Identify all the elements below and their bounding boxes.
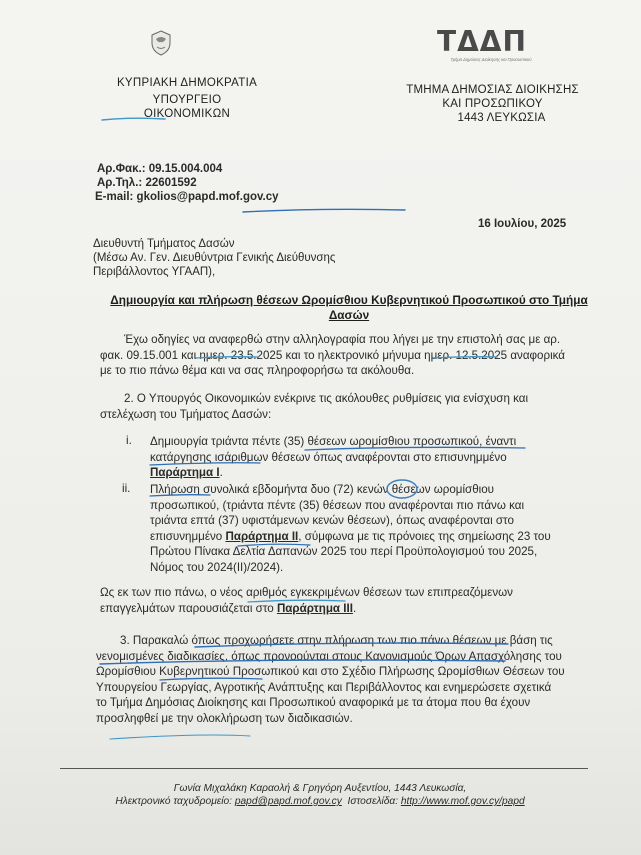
para-text: επαγγελμάτων παρουσιάζεται στο (100, 601, 277, 615)
paragraph-2 (100, 391, 594, 422)
para-line: με το πιο πάνω θέμα και να σας πληροφορήσω τα ακόλουθα. (100, 364, 415, 377)
para-line: φακ. 09.15.001 και ημερ. 23.5.2025 και το ηλεκτρονικό μήνυμα ημερ. 12.5.2025 αναφορικά (100, 348, 566, 362)
para-line: στελέχωση του Τμήματος Δασών: (100, 407, 272, 421)
paragraph-3 (100, 585, 594, 616)
pen-underline (243, 209, 405, 212)
department-logo (437, 24, 527, 60)
item-number: i. (126, 434, 132, 447)
para-line: νενομισμένες διαδικασίες, όπως προνοούνται στους Κανονισμούς Όρων Απασχόλησης του (96, 649, 562, 663)
recipient-block (93, 237, 335, 279)
footer-web-label: Ιστοσελίδα: (347, 796, 401, 807)
para-line: το Τμήμα Δημόσιας Διοίκησης και Προσωπικού αναφορικά με τα άτομα που θα έχουν (96, 696, 531, 709)
item-number: ii. (122, 482, 131, 495)
logo-mark: ΤΔΔΠ (437, 25, 527, 58)
item-line: προσωπικού, (τριάντα πέντε (35) θέσεων που αναφέρονται πιο πάνω και (150, 498, 525, 512)
item-line: Πρώτου Πίνακα Δελτία Δαπανών 2025 του περί Προϋπολογισμού του 2025, (150, 545, 538, 558)
para-line: Ωρομίσθιου Κυβερνητικού Προσωπικού και στο Σχέδιο Πλήρωσης Ωρομίσθιων Θέσεων του (96, 665, 565, 678)
item-line: Νόμος του 2024(ΙΙ)/2024). (150, 560, 284, 574)
list-item-1 (150, 434, 598, 481)
recipient-line: Διευθυντή Τμήματος Δασών (93, 238, 235, 250)
footer-email-label: Ηλεκτρονικό ταχυδρομείο: (115, 796, 235, 807)
annex-2-link: Παράρτημα ΙΙ (225, 529, 299, 543)
letter-subject: Δημιουργία και πλήρωση θέσεων Ωρομίσθιου Κυβερνητικού Προσωπικού στο Τμήμα Δασών (110, 293, 588, 322)
paragraph-1 (100, 332, 594, 379)
tel-label: Αρ.Τηλ.: (97, 177, 143, 189)
email-address: gkolios@papd.mof.gov.cy (136, 191, 279, 203)
file-number: 09.15.004.004 (148, 163, 223, 175)
item-line: Δημιουργία τριάντα πέντε (35) θέσεων ωρομίσθιου προσωπικού, έναντι (150, 435, 517, 448)
header-right-line: ΚΑΙ ΠΡΟΣΩΠΙΚΟΥ (442, 98, 543, 110)
annex-1-link: Παράρτημα Ι (150, 466, 220, 479)
cyprus-emblem-icon (150, 30, 172, 56)
pen-underline (110, 735, 250, 739)
tel-number: 22601592 (145, 177, 197, 189)
item-line: Πλήρωση συνολικά εβδομήντα δυο (72) κενών θέσεων ωρομίσθιου (150, 483, 495, 496)
para-line: Ως εκ των πιο πάνω, ο νέος αριθμός εγκεκριμένων θέσεων των επιπρεαζόμενων (100, 586, 513, 599)
para-line: 3. Παρακαλώ όπως προχωρήσετε στην πλήρωση των πιο πάνω θέσεων με βάση τις (120, 634, 553, 647)
item-line: κατάργησης ισάριθμων θέσεων όπως αναφέρονται στο επισυνημμένο (150, 450, 507, 464)
recipient-line: Περιβάλλοντος ΥΓΑΑΠ), (93, 266, 216, 278)
para-line: 2. Ο Υπουργός Οικονομικών ενέκρινε τις ακόλουθες ρυθμίσεις για ενίσχυση και (124, 392, 529, 405)
item-text: , σύμφωνα με τις πρόνοιες της σημείωσης 23 του (298, 529, 551, 543)
email-label: E-mail: (95, 191, 134, 203)
letter-date: 16 Ιουλίου, 2025 (478, 218, 567, 230)
header-right-line: 1443 ΛΕΥΚΩΣΙΑ (457, 112, 546, 124)
reference-block (97, 162, 279, 204)
logo-caption: Τμήμα Δημόσιας Διοίκησης και Προσωπικού (450, 57, 532, 62)
item-line: τριάντα επτά (37) υφιστάμενων κενών θέσεων), όπως αναφέρονται στο (150, 514, 514, 527)
footer-website-link[interactable]: http://www.mof.gov.cy/papd (400, 796, 525, 807)
recipient-line: (Μέσω Αν. Γεν. Διευθύντρια Γενικής Διεύθυνσης (93, 252, 336, 264)
header-right (405, 83, 580, 125)
footer-address: Γωνία Μιχαλάκη Καραολή & Γρηγόρη Αυξεντίου, 1443 Λευκωσία, (173, 783, 467, 794)
header-left-line: ΚΥΠΡΙΑΚΗ ΔΗΜΟΚΡΑΤΙΑ (116, 77, 258, 89)
header-right-line: ΤΜΗΜΑ ΔΗΜΟΣΙΑΣ ΔΙΟΙΚΗΣΗΣ (406, 84, 579, 96)
footer-email-link[interactable]: papd@papd.mof.gov.cy (234, 796, 342, 807)
header-left-line: ΥΠΟΥΡΓΕΙΟ (152, 94, 222, 106)
punctuation: . (352, 601, 357, 615)
header-left-line: ΟΙΚΟΝΟΜΙΚΩΝ (143, 108, 231, 120)
footer-divider (60, 768, 588, 769)
letter-footer (100, 782, 540, 808)
para-line: Υπουργείου Γεωργίας, Αγροτικής Ανάπτυξης και Περιβάλλοντος και ενημερώσετε σχετικά (96, 680, 552, 694)
annex-3-link: Παράρτημα ΙΙΙ (276, 601, 353, 615)
paragraph-4 (96, 633, 598, 726)
para-line: προσληφθεί με την ολοκλήρωση των διαδικασιών. (96, 711, 353, 725)
list-item-2 (150, 482, 598, 575)
file-label: Αρ.Φακ.: (97, 163, 146, 175)
punctuation: . (219, 466, 223, 479)
item-text: επισυνημμένο (150, 529, 226, 543)
para-line: Έχω οδηγίες να αναφερθώ στην αλληλογραφία που λήγει με την επιστολή σας με αρ. (124, 333, 561, 346)
header-left (112, 76, 262, 121)
